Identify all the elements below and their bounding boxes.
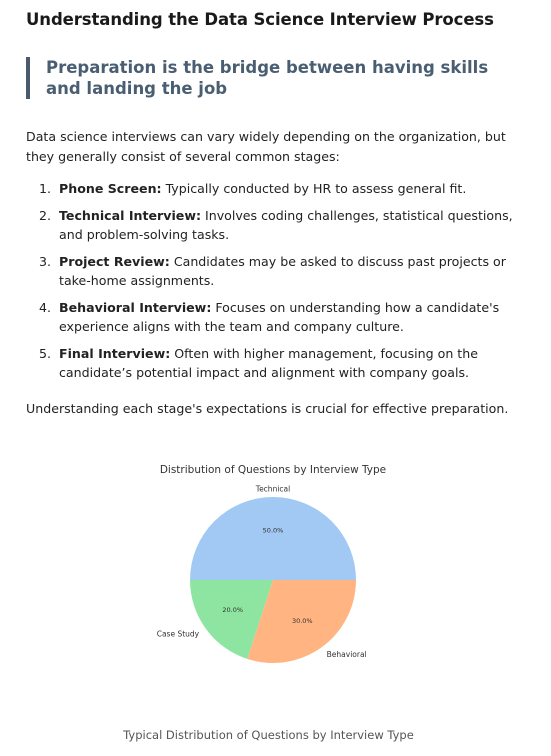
outro-paragraph: Understanding each stage's expectations is crucial for effective preparation.: [26, 401, 509, 416]
list-item-number: 3.: [39, 253, 52, 269]
list-item-title: Technical Interview:: [59, 207, 201, 223]
list-item-number: 5.: [39, 345, 52, 361]
figure-caption: Typical Distribution of Questions by Interview Type: [123, 728, 414, 742]
pie-percent-label: 50.0%: [262, 526, 284, 535]
pie-slice-technical: [190, 497, 356, 580]
pie-category-label: Case Study: [156, 629, 200, 639]
list-item: [26, 344, 526, 383]
list-item-text: Focuses on understanding how a candidate's experience aligns with the team and company culture.: [59, 299, 500, 334]
list-item: [26, 179, 526, 199]
pull-quote: [26, 57, 516, 99]
pull-quote-text: Preparation is the bridge between having skills and landing the job: [46, 58, 489, 98]
list-item-title: Behavioral Interview:: [59, 299, 212, 315]
chart-title: Distribution of Questions by Interview Type: [159, 464, 387, 476]
pie-category-label: Technical: [255, 484, 291, 494]
list-item: [26, 206, 526, 245]
intro-paragraph: Data science interviews can vary widely depending on the organization, but they generally consist of several common stages:: [26, 129, 506, 164]
page-title: Understanding the Data Science Interview Process: [26, 10, 494, 29]
pie-percent-label: 20.0%: [222, 605, 244, 614]
list-item-number: 2.: [39, 207, 52, 223]
pie-percent-label: 30.0%: [291, 616, 313, 625]
pie-chart: [0, 455, 551, 705]
list-item-number: 4.: [39, 299, 52, 315]
list-item-text: Often with higher management, focusing on the candidate’s potential impact and alignment with company goals.: [59, 345, 478, 380]
list-item-number: 1.: [39, 181, 52, 196]
list-item-text: Typically conducted by HR to assess general fit.: [161, 181, 467, 196]
interview-stages-list: [26, 179, 526, 390]
pie-category-label: Behavioral: [326, 649, 367, 659]
list-item: [26, 298, 526, 337]
pie-chart-figure: [0, 455, 551, 705]
list-item: [26, 252, 526, 291]
list-item-text: Candidates may be asked to discuss past projects or take-home assignments.: [59, 253, 506, 288]
list-item-title: Phone Screen:: [59, 181, 162, 196]
list-item-text: Involves coding challenges, statistical questions, and problem-solving tasks.: [59, 207, 513, 242]
list-item-title: Final Interview:: [59, 345, 171, 361]
list-item-title: Project Review:: [59, 253, 170, 269]
